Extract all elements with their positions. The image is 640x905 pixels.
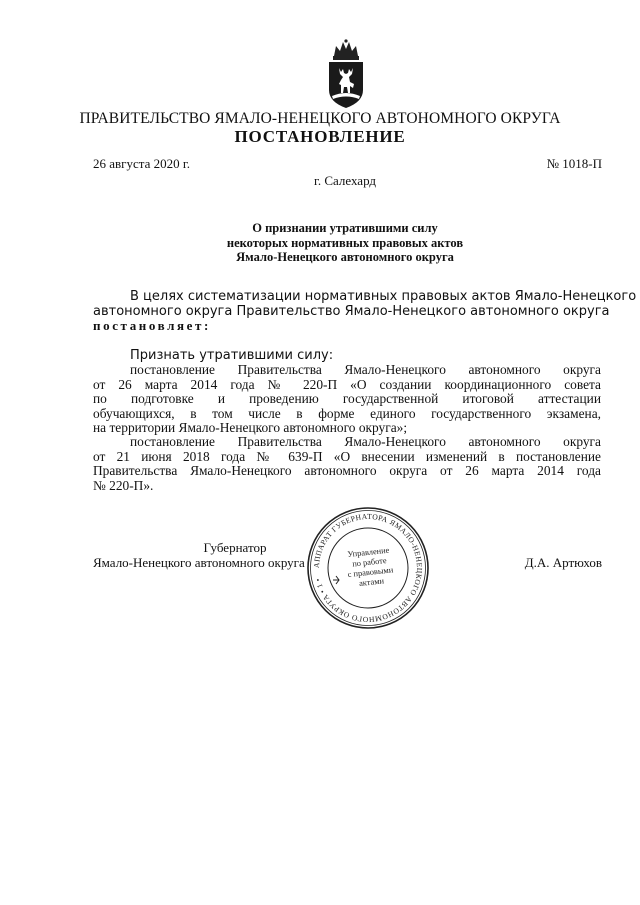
document-subject	[0, 221, 640, 265]
seal-center-line: по работе	[351, 556, 387, 569]
item-line: обучающихся, в том числе в форме единого государственного экзамена,	[93, 405, 601, 421]
subject-line: Ямало-Ненецкого автономного округа	[236, 250, 454, 264]
seal-center-line: с правовыми	[347, 565, 394, 580]
document-city: г. Салехард	[313, 173, 377, 188]
signatory-region: Ямало-Ненецкого автономного округа	[93, 555, 305, 570]
seal-center-line: актами	[358, 576, 385, 588]
repealed-item-2	[93, 435, 601, 493]
item-line: № 220-П».	[93, 477, 154, 493]
subject-line: О признании утратившими силу	[252, 221, 438, 235]
item-line: постановление Правительства Ямало-Ненецкого автономного округа	[130, 362, 601, 377]
preamble-line: автономного округа Правительство Ямало-Ненецкого автономного округа	[93, 303, 610, 319]
item-line: от 21 июня 2018 года № 639-П «О внесении изменений в постановление	[93, 448, 601, 464]
item-line: на территории Ямало-Ненецкого автономного округа»;	[93, 420, 408, 435]
preamble-line: В целях систематизации нормативных правовых актов Ямало-Ненецкого	[130, 289, 637, 304]
document-number: № 1018-П	[546, 156, 602, 171]
preamble	[93, 289, 637, 334]
document-type: ПОСТАНОВЛЕНИЕ	[234, 127, 406, 146]
seal-ring-text: АППАРАТ ГУБЕРНАТОРА ЯМАЛО-НЕНЕЦКОГО АВТОНОМНОГО ОКРУГА • 1 •	[311, 511, 425, 625]
item-line: по подготовке и проведению государственной итоговой аттестации	[93, 391, 601, 406]
repealed-item-1	[93, 363, 601, 436]
official-seal-icon	[306, 506, 430, 630]
document-date: 26 августа 2020 г.	[93, 156, 190, 171]
resolve-word: постановляет:	[93, 318, 211, 333]
item-line: от 26 марта 2014 года № 220-П «О создании координационного совета	[93, 376, 601, 392]
seal-center-line: Управление	[347, 545, 390, 560]
coat-of-arms-icon	[326, 38, 366, 110]
intro-line: Признать утратившими силу:	[130, 348, 334, 363]
item-line: Правительства Ямало-Ненецкого автономного округа от 26 марта 2014 года	[93, 463, 601, 478]
subject-line: некоторых нормативных правовых актов	[226, 235, 464, 250]
government-title: ПРАВИТЕЛЬСТВО ЯМАЛО-НЕНЕЦКОГО АВТОНОМНОГО ОКРУГА	[79, 110, 561, 127]
signatory-title: Губернатор	[203, 540, 267, 555]
signatory-name: Д.А. Артюхов	[524, 555, 602, 570]
item-line: постановление Правительства Ямало-Ненецкого автономного округа	[130, 434, 601, 449]
